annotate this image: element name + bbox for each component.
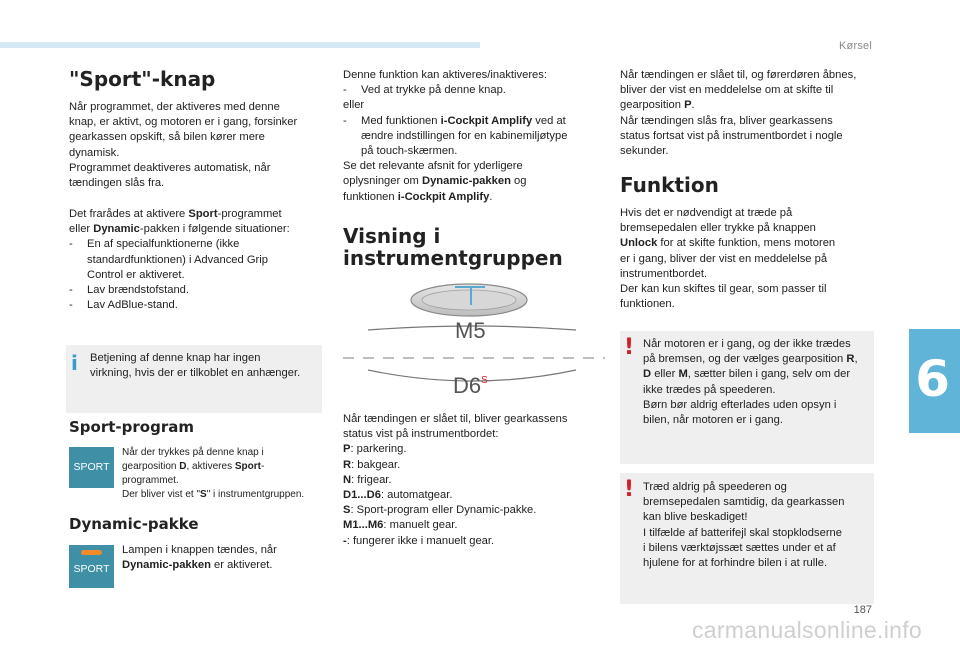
gear-status-list: Når tændingen er slået til, bliver gearkassens status vist på instrumentbordet: P: parkering. R: bakgear. N: frigear. D1...D6: automatgear. S: Sport-program eller Dynamic-pakke. M1...M6: manuelt gear. -: fungerer ikke i manuelt gear. bbox=[343, 412, 605, 549]
function-paragraph: Hvis det er nødvendigt at træde på bremsepedalen eller trykke på knappen Unlock for at skifte funktion, mens motoren er i gang, bliver der vist en meddelelse på instrumentbordet. Der kan kun skiftes til gear, som passer til funktionen. bbox=[620, 207, 836, 311]
page-number: 187 bbox=[853, 604, 872, 616]
sport-button-title: "Sport"-knap bbox=[69, 67, 216, 91]
list-item: - En af specialfunktionerne (ikke bbox=[69, 238, 240, 251]
lamp-indicator-icon bbox=[81, 550, 102, 555]
function-title: Funktion bbox=[620, 173, 719, 197]
sport-button-icon: SPORT bbox=[69, 447, 114, 488]
sport-intro-paragraph: Når programmet, der aktiveres med denne knap, er aktivt, og motoren er i gang, forsinker gearkassen opskift, så bilen kører mere dynamisk. Programmet deaktiveres automatisk, når tændingen slås fra. bbox=[69, 101, 298, 190]
info-box: i Betjening af denne knap har ingen virkning, hvis der er tilkoblet en anhænger. bbox=[66, 345, 322, 413]
ignition-paragraph: Når tændingen er slået til, og førerdøren åbnes, bliver der vist en meddelelse om at skifte til gearposition P. Når tændingen slås fra, bliver gearkassens status fortsat vist på instrumentbordet i nogle sekunder. bbox=[620, 69, 857, 158]
header-bar bbox=[0, 42, 480, 48]
dynamic-pack-title: Dynamic-pakke bbox=[69, 515, 199, 533]
list-item: R: bakgear. bbox=[343, 458, 401, 471]
warning-icon: ! bbox=[624, 335, 635, 360]
display-section-title: Visning i instrumentgruppen bbox=[343, 224, 563, 270]
gear-display-illustration bbox=[343, 280, 605, 408]
warning-box-2: ! Træd aldrig på speederen og bremsepedalen samtidig, da gearkassen kan blive beskadiget! I tilfælde af batterifejl skal stopklodserne i bilens værktøjssæt sættes under et af hjulene for at forhindre bilen i at rulle. bbox=[620, 473, 874, 604]
watermark[interactable]: carmanualsonline.info bbox=[691, 617, 922, 643]
dynamic-pack-text: Lampen i knappen tændes, når Dynamic-pakken er aktiveret. bbox=[122, 544, 277, 572]
d6-readout: D6 bbox=[453, 373, 482, 398]
sport-indicator: S bbox=[481, 375, 488, 386]
list-item: -: fungerer ikke i manuelt gear. bbox=[343, 534, 495, 547]
activation-paragraph: Denne funktion kan aktiveres/inaktiveres: - Ved at trykke på denne knap. eller - Med funktionen i-Cockpit Amplify ved at ændre indstillingen for en kabinemiljøtype på touch-skærmen. Se det relevante afsnit for yderligere oplysninger om Dynamic-pakken og funktionen i-Cockpit Amplify. bbox=[343, 69, 568, 203]
sport-program-text: Når der trykkes på denne knap i gearposition D, aktiveres Sport- programmet. Der bliver vist et "S" i instrumentgruppen. bbox=[122, 447, 305, 500]
list-item: P: parkering. bbox=[343, 443, 407, 456]
m5-readout: M5 bbox=[455, 318, 486, 343]
sport-program-title: Sport-program bbox=[69, 418, 194, 436]
warning-box-1: ! Når motoren er i gang, og der ikke trædes på bremsen, og der vælges gearposition R, D eller M, sætter bilen i gang, selv om der ikke trædes på speederen. Børn bør aldrig efterlades uden opsyn i bilen, når motoren er i gang. bbox=[620, 331, 874, 464]
list-item: D1...D6: automatgear. bbox=[343, 489, 453, 502]
dynamic-sport-button-icon: SPORT bbox=[69, 545, 114, 588]
list-item: M1...M6: manuelt gear. bbox=[343, 519, 458, 532]
warning-icon: ! bbox=[624, 477, 635, 502]
info-icon: i bbox=[71, 351, 78, 375]
list-item: N: frigear. bbox=[343, 473, 392, 486]
list-item: - Lav AdBlue-stand. bbox=[69, 299, 178, 312]
sport-warning-paragraph: Det frarådes at aktivere Sport-programmet eller Dynamic-pakken i følgende situationer: - En af specialfunktionerne (ikke standardfunktionen) i Advanced Grip Control er aktiveret. - Lav brændstofstand. - Lav AdBlue-stand. bbox=[69, 207, 329, 313]
chapter-number: 6 bbox=[915, 350, 950, 408]
list-item: - Lav brændstofstand. bbox=[69, 284, 189, 297]
list-item: S: Sport-program eller Dynamic-pakke. bbox=[343, 504, 537, 517]
section-title: Kørsel bbox=[839, 40, 872, 52]
